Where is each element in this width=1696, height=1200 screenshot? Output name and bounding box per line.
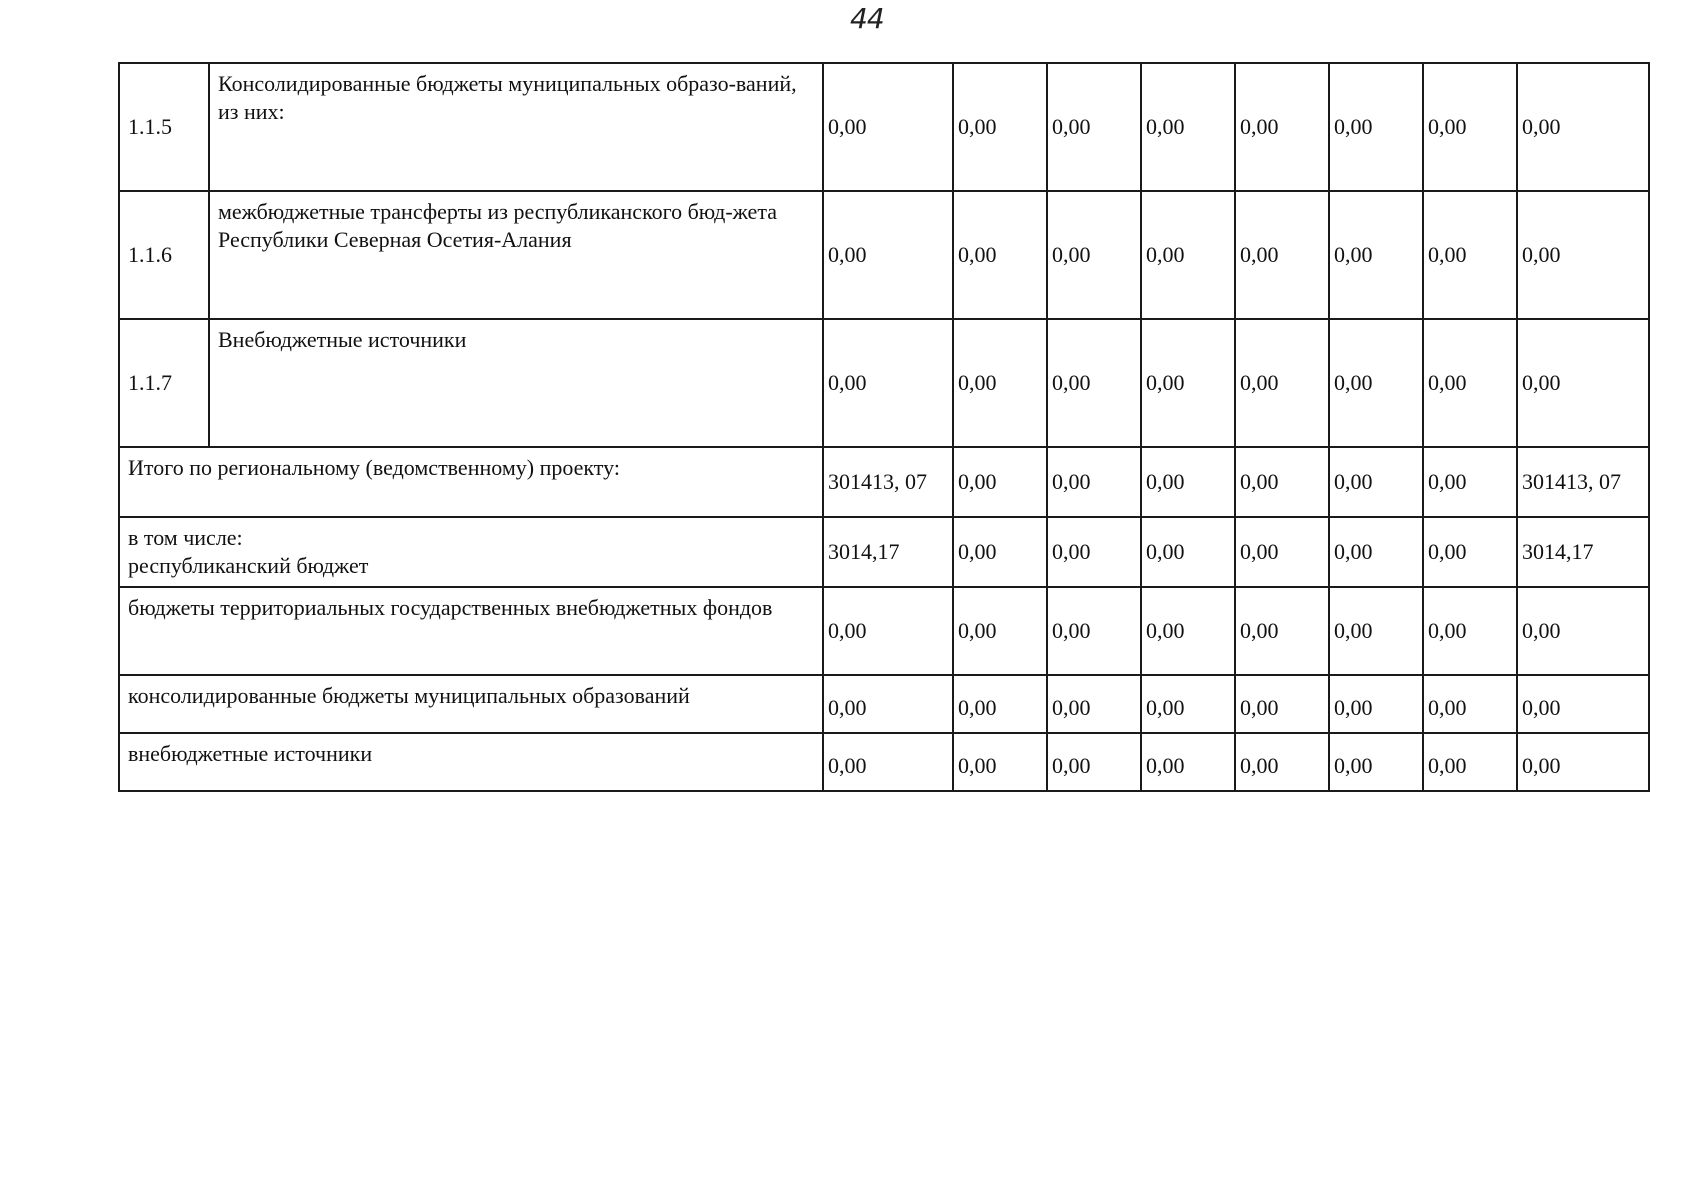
value-cell: 0,00: [1423, 733, 1517, 791]
value-cell: 0,00: [1423, 191, 1517, 319]
value-cell: 0,00: [1329, 587, 1423, 675]
value-cell: 0,00: [953, 319, 1047, 447]
value-cell: 0,00: [1329, 319, 1423, 447]
value-cell: 0,00: [823, 675, 953, 733]
territorial-funds-label: бюджеты территориальных государственных внебюджетных фондов: [119, 587, 823, 675]
value-cell: 0,00: [1141, 63, 1235, 191]
value-cell: 0,00: [1141, 675, 1235, 733]
value-cell: 0,00: [1141, 733, 1235, 791]
value-cell: 0,00: [1329, 63, 1423, 191]
value-cell: 0,00: [823, 63, 953, 191]
table-row: [119, 191, 1649, 319]
value-cell: 0,00: [1235, 447, 1329, 517]
value-cell: 0,00: [1235, 587, 1329, 675]
value-cell: 0,00: [1047, 675, 1141, 733]
value-cell: 0,00: [1047, 447, 1141, 517]
row-description: межбюджетные трансферты из республиканского бюд-жета Республики Северная Осетия-Алания: [209, 191, 823, 319]
value-cell: 0,00: [823, 319, 953, 447]
row-description: Внебюджетные источники: [209, 319, 823, 447]
value-cell: 0,00: [1423, 675, 1517, 733]
value-cell: 0,00: [1423, 447, 1517, 517]
value-cell: 0,00: [1141, 517, 1235, 587]
total-row: [119, 447, 1649, 517]
value-cell: 0,00: [953, 733, 1047, 791]
page-number: 44: [850, 2, 884, 35]
value-cell: 3014,17: [823, 517, 953, 587]
value-cell: 0,00: [1517, 733, 1649, 791]
value-cell: 0,00: [1047, 587, 1141, 675]
value-cell: 0,00: [1235, 733, 1329, 791]
row-code: 1.1.5: [119, 63, 209, 191]
value-cell: 0,00: [1235, 191, 1329, 319]
value-cell: 0,00: [1235, 63, 1329, 191]
budget-table: [118, 62, 1650, 792]
table-row: [119, 63, 1649, 191]
value-cell: 0,00: [1517, 587, 1649, 675]
value-cell: 0,00: [1141, 447, 1235, 517]
value-cell: 0,00: [1235, 675, 1329, 733]
value-cell: 0,00: [1141, 587, 1235, 675]
extrabudgetary-label: внебюджетные источники: [119, 733, 823, 791]
value-cell: 0,00: [823, 191, 953, 319]
total-label: Итого по региональному (ведомственному) проекту:: [119, 447, 823, 517]
table-row: [119, 319, 1649, 447]
value-cell: 0,00: [1517, 319, 1649, 447]
value-cell: 0,00: [953, 447, 1047, 517]
value-cell: 0,00: [1329, 675, 1423, 733]
value-cell: 0,00: [1329, 517, 1423, 587]
value-cell: 0,00: [1423, 63, 1517, 191]
value-cell: 3014,17: [1517, 517, 1649, 587]
value-cell: 0,00: [1329, 191, 1423, 319]
value-cell: 0,00: [1047, 191, 1141, 319]
value-cell: 0,00: [1047, 733, 1141, 791]
republican-budget-label: [119, 517, 823, 587]
value-cell: 301413, 07: [823, 447, 953, 517]
value-cell: 0,00: [1047, 517, 1141, 587]
value-cell: 0,00: [1423, 587, 1517, 675]
municipal-budgets-label: консолидированные бюджеты муниципальных образований: [119, 675, 823, 733]
row-code: 1.1.7: [119, 319, 209, 447]
value-cell: 0,00: [1047, 319, 1141, 447]
value-cell: 0,00: [1329, 733, 1423, 791]
value-cell: 0,00: [1235, 517, 1329, 587]
value-cell: 0,00: [1141, 319, 1235, 447]
row-description: Консолидированные бюджеты муниципальных образо-ваний, из них:: [209, 63, 823, 191]
value-cell: 0,00: [953, 587, 1047, 675]
value-cell: 0,00: [1423, 517, 1517, 587]
value-cell: 0,00: [953, 517, 1047, 587]
value-cell: 0,00: [953, 63, 1047, 191]
value-cell: 0,00: [1423, 319, 1517, 447]
value-cell: 0,00: [953, 675, 1047, 733]
value-cell: 0,00: [1235, 319, 1329, 447]
municipal-budgets-row: [119, 675, 1649, 733]
value-cell: 0,00: [823, 587, 953, 675]
value-cell: 0,00: [953, 191, 1047, 319]
value-cell: 0,00: [1517, 63, 1649, 191]
republican-budget-text: республиканский бюджет: [128, 553, 369, 578]
extrabudgetary-row: [119, 733, 1649, 791]
value-cell: 0,00: [1047, 63, 1141, 191]
republican-budget-row: [119, 517, 1649, 587]
value-cell: 0,00: [1141, 191, 1235, 319]
value-cell: 0,00: [823, 733, 953, 791]
value-cell: 301413, 07: [1517, 447, 1649, 517]
value-cell: 0,00: [1517, 191, 1649, 319]
including-label: в том числе:: [128, 525, 243, 550]
territorial-funds-row: [119, 587, 1649, 675]
row-code: 1.1.6: [119, 191, 209, 319]
value-cell: 0,00: [1329, 447, 1423, 517]
value-cell: 0,00: [1517, 675, 1649, 733]
